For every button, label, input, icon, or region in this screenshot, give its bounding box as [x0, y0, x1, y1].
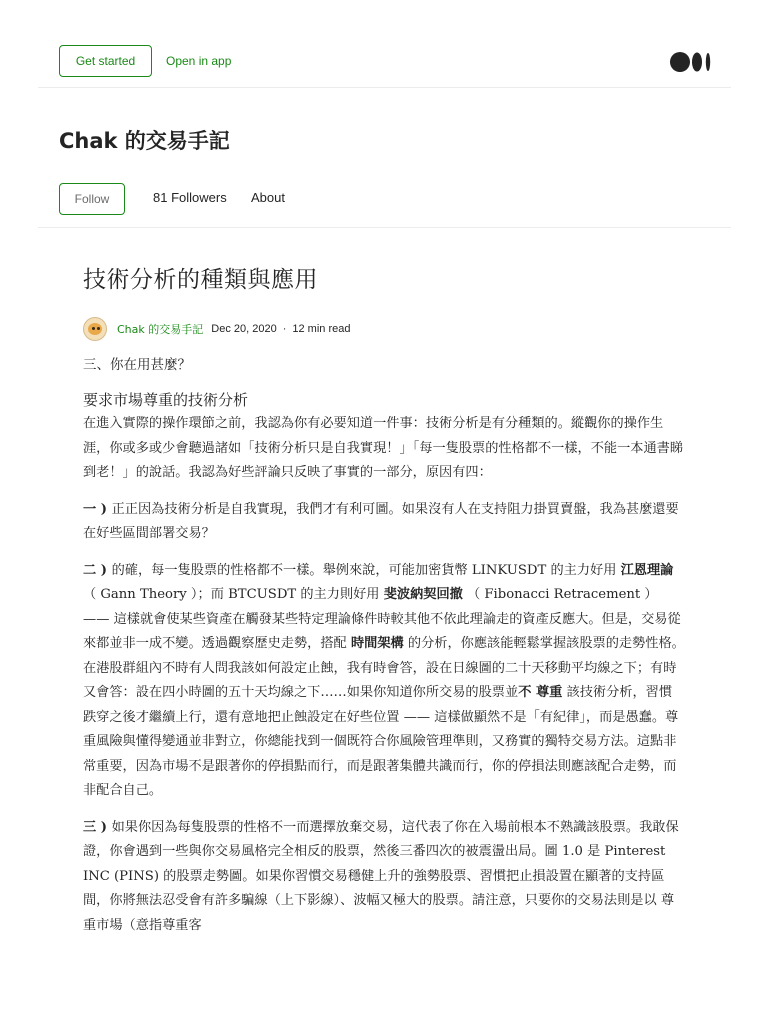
point-prefix: 一 ): [83, 501, 112, 517]
separator-dot: ·: [282, 323, 287, 335]
avatar-eye: [97, 327, 100, 330]
point-prefix: 二 ): [83, 562, 112, 578]
read-time: 12 min read: [292, 323, 351, 335]
article-title: 技術分析的種類與應用: [83, 267, 318, 293]
bold-term: 時間架構: [350, 636, 404, 651]
open-in-app-link[interactable]: Open in app: [166, 54, 232, 68]
about-link[interactable]: About: [251, 190, 285, 205]
paragraph-text: （ Gann Theory ）；而 BTCUSDT 的主力則好用: [83, 587, 384, 602]
intro-paragraph: 在進入實際的操作環節之前，我認為你有必要知道一件事：技術分析是有分種類的。縱觀你的操作生涯，你或多或少會聽過諸如「技術分析只是自我實現！」「每一隻股票的性格都不一樣，不能一本通書睇到老！」的說話。我認為好些評論只反映了事實的一部分，原因有四：: [83, 416, 684, 480]
paragraph-text: （ Fibonacci Retracement ） —— 這樣就會使某些資產在觸發某些特定理論條件時較其他不依此理論走的資產反應大。但是，交易從來都並非一成不變。透過觀察歷史走勢，搭配: [83, 587, 681, 651]
paragraph-text: 正正因為技術分析是自我實現，我們才有利可圖。如果沒有人在支持阻力掛買賣盤，我為甚麼還要在好些區間部署交易？: [83, 501, 679, 541]
author-avatar[interactable]: [83, 317, 107, 341]
byline: [83, 314, 685, 344]
paragraph-text: 的確，每一隻股票的性格都不一樣。舉例來說，可能加密貨幣 LINKUSDT 的主力好用: [111, 562, 621, 578]
paragraph-point-3: [83, 816, 685, 939]
bold-term: 江恩理論: [620, 562, 674, 578]
follow-button[interactable]: Follow: [59, 183, 125, 215]
get-started-button[interactable]: Get started: [59, 45, 152, 77]
author-name-link[interactable]: Chak 的交易手記: [117, 323, 204, 336]
avatar-eye: [92, 327, 95, 330]
followers-link[interactable]: 81 Followers: [153, 190, 227, 205]
bold-term: 斐波納契回撤: [383, 587, 463, 602]
publication-header: [38, 89, 731, 228]
section-heading: 三、你在用甚麼？: [83, 357, 191, 373]
paragraph-text: 的分析，你應該能輕鬆掌握該股票的走勢性格。在港股群組內不時有人問我該如何設定止蝕，我有時會答，設在日線圖的二十天移動平均線之下；有時又會答：設在四小時圖的五十天均線之下……如果你知道你所交易的股票並: [83, 636, 685, 700]
publication-title[interactable]: Chak 的交易手記: [59, 129, 230, 153]
paragraph-text: 該技術分析，習慣跌穿之後才繼續上行，還有意地把止蝕設定在好些位置 —— 這樣做顯然不是「有紀律」，而是愚蠢。尊重風險與懂得變通並非對立，你總能找到一個既符合你風險管理準則，又務實的獨特交易方法。這點非常重要，因為市場不是跟著你的停損點而行，而是跟著集體共識而行，你的停損法則應該配合走勢，而非配合自己。: [83, 685, 679, 798]
paragraph-text: 如果你因為每隻股票的性格不一而選擇放棄交易，這代表了你在入場前根本不熟識該股票。我敢保證，你會遇到一些與你交易風格完全相反的股票，然後三番四次的被震盪出局。圖 1.0 是 Pinterest INC (PINS) 的股票走勢圖。如果你習慣交易穩健上升的強勢股票、習慣把止損設置在顯著的支持區間，你將無法忍受會有許多騙線（上下影線）、波幅又極大的股票。請注意，只要你的交易法則是以 尊重市場（意指尊重客: [83, 819, 679, 933]
subheading: 要求市場尊重的技術分析: [83, 391, 249, 409]
paragraph-point-2: [83, 559, 685, 804]
article-body: [83, 258, 685, 938]
paragraph-point-1: [83, 498, 685, 547]
medium-logo-icon[interactable]: [670, 52, 712, 72]
point-prefix: 三 ): [83, 819, 112, 835]
bold-term: 不 尊重: [518, 685, 563, 700]
publish-date: Dec 20, 2020: [211, 323, 277, 335]
top-navbar: [38, 38, 731, 88]
